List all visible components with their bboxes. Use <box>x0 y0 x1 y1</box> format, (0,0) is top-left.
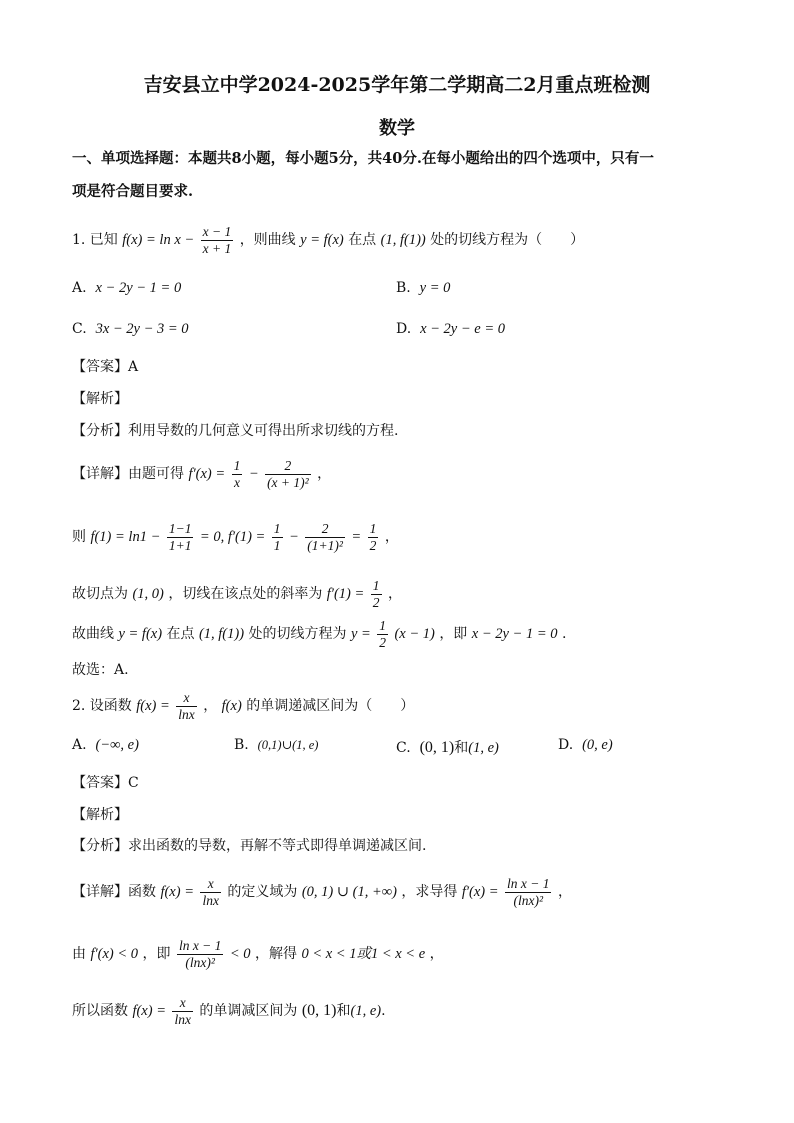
q1-curve-eq-den: 2 <box>379 634 387 650</box>
q2-ineq-lt: < 0 <box>229 946 251 962</box>
q2-option-c-and: 和 <box>454 740 469 756</box>
q2-detail-fp-num: ln x − 1 <box>507 875 550 891</box>
q1-tangent-prefix: 故切点为 <box>72 586 128 602</box>
q1-tangent-slope: f′(1) = <box>326 586 365 602</box>
q2-func: f(x) = <box>136 698 170 714</box>
q1-then-frac3-num: 2 <box>305 521 345 538</box>
q2-option-b[interactable]: B. (0,1)∪(1, e) <box>234 737 319 753</box>
q1-fenxi: 【分析】利用导数的几何意义可得出所求切线的方程. <box>72 423 399 439</box>
q2-final-num: x <box>172 995 193 1012</box>
q1-tangent-frac-num: 1 <box>372 577 380 593</box>
q1-curve-eq-tail: (x − 1) <box>394 626 435 642</box>
q2-ineq-sol: 0 < x < 1或1 < x < e <box>301 946 426 962</box>
q1-curve-mid: 在点 <box>166 626 195 642</box>
q1-tangent-frac-den: 2 <box>372 594 380 610</box>
page-title: 吉安县立中学2024-2025学年第二学期高二2月重点班检测 <box>143 74 651 96</box>
q2-answer: 【答案】C <box>72 775 139 791</box>
q2-ineq-mid2: ，解得 <box>255 946 297 962</box>
q2-final-f: f(x) = <box>132 1003 166 1019</box>
q1-then-frac4-den: 2 <box>369 537 377 553</box>
q2-option-c-part1: (0, 1) <box>419 739 455 756</box>
q1-mid1: ，则曲线 <box>239 232 296 248</box>
q2-prefix: 2. 设函数 <box>72 698 132 714</box>
q2-detail-domain: (0, 1) ∪ (1, +∞) <box>301 884 397 900</box>
q1-answer: 【答案】A <box>72 359 139 375</box>
q1-stem <box>72 222 734 258</box>
section-heading-line2: 项是符合题目要求. <box>72 183 194 200</box>
q1-then-frac4 <box>368 521 379 554</box>
q1-then-frac4-num: 1 <box>369 520 377 536</box>
q1-then-end: ， <box>384 529 399 545</box>
q1-frac-num: x − 1 <box>202 223 232 239</box>
q1-detail-frac2 <box>265 458 311 491</box>
q1-curve-final: x − 2y − 1 = 0 <box>471 626 558 642</box>
q1-curve-eq-frac <box>377 618 388 651</box>
q2-analysis-tag: 【解析】 <box>72 807 128 823</box>
q1-then-frac1-den: 1+1 <box>168 537 192 553</box>
q1-curve-y: y = f(x) <box>118 626 163 642</box>
q2-final <box>72 992 734 1030</box>
q1-detail-frac1-den: x <box>233 474 240 490</box>
q2-ineq-num: ln x − 1 <box>178 937 222 953</box>
q1-suffix: 处的切线方程为（ ） <box>430 232 585 248</box>
q1-then-mid: = 0, f′(1) = <box>199 529 266 545</box>
q1-then-frac2 <box>272 521 283 554</box>
q1-detail-frac2-num: 2 <box>265 458 311 475</box>
q2-detail-mid2: ，求导得 <box>401 884 458 900</box>
q2-ineq-end: ， <box>429 946 444 962</box>
q1-point: (1, f(1)) <box>380 232 426 248</box>
q2-option-a-text: (−∞, e) <box>95 737 139 753</box>
q2-mid: ， <box>203 698 218 714</box>
q1-then-minus: − <box>289 529 299 545</box>
q1-detail-frac2-den: (x + 1)² <box>267 474 309 490</box>
q2-ineq-frac <box>177 938 223 971</box>
q1-tangent <box>72 576 734 612</box>
q2-ineq-mid: ，即 <box>142 946 171 962</box>
q2-fx: f(x) <box>221 698 242 714</box>
q1-then-frac1 <box>167 521 194 554</box>
subject-title: 数学 <box>379 118 415 139</box>
q1-fraction <box>201 224 234 257</box>
q1-detail-fp: f′(x) = <box>188 466 226 482</box>
q2-final-and: 和 <box>336 1003 351 1019</box>
q2-detail-fp-den: (lnx)² <box>513 892 543 908</box>
q1-prefix: 1. 已知 <box>72 232 118 248</box>
q2-ineq1: f′(x) < 0 <box>90 946 139 962</box>
q2-final-i1: (0, 1) <box>301 1002 337 1019</box>
q1-then-frac2-den: 1 <box>273 537 281 553</box>
q1-detail-prefix: 【详解】由题可得 <box>72 466 184 482</box>
q2-detail-end: ， <box>557 884 572 900</box>
q1-curve-point: (1, f(1)) <box>198 626 245 642</box>
q2-option-d[interactable]: D. (0, e) <box>558 737 613 753</box>
q2-detail-frac <box>200 876 221 909</box>
q1-option-a-text: x − 2y − 1 = 0 <box>95 280 182 296</box>
q1-tangent-frac <box>371 578 382 611</box>
q1-curve: y = f(x) <box>300 232 344 248</box>
q2-detail-mid: 的定义域为 <box>227 884 298 900</box>
q1-then-frac3 <box>305 521 345 554</box>
q1-tangent-end: ， <box>387 586 402 602</box>
q2-frac-num: x <box>176 690 197 707</box>
q1-mid2: 在点 <box>348 232 377 248</box>
q2-final-end: . <box>381 1003 386 1019</box>
q2-ineq <box>72 935 734 973</box>
q1-func: f(x) = ln x − <box>122 232 195 248</box>
q1-curve-eq-y: y = <box>350 626 371 642</box>
q1-choose: 故选：A. <box>72 662 129 678</box>
q1-option-c[interactable]: C. 3x − 2y − 3 = 0 <box>72 321 189 337</box>
q1-frac-den: x + 1 <box>202 240 232 256</box>
q2-final-prefix: 所以函数 <box>72 1003 128 1019</box>
q2-option-c[interactable]: C. (0, 1)和(1, e) <box>396 739 499 756</box>
q1-curve-mid3: ，即 <box>439 626 468 642</box>
q1-option-b[interactable]: B. y = 0 <box>396 280 451 296</box>
q2-fenxi: 【分析】求出函数的导数，再解不等式即得单调递减区间. <box>72 838 427 854</box>
q2-detail-fp-frac <box>505 876 551 909</box>
q2-option-b-text: (0,1)∪(1, e) <box>257 738 319 752</box>
q1-curve-prefix: 故曲线 <box>72 626 114 642</box>
section-heading-line1: 一、单项选择题：本题共8小题，每小题5分，共40分.在每小题给出的四个选项中，只有一 <box>72 150 654 167</box>
q1-tangent-point: (1, 0) <box>132 586 164 602</box>
q2-stem <box>72 688 734 724</box>
q1-then-eq: = <box>351 529 362 545</box>
q1-curve-end: . <box>561 626 567 642</box>
q2-final-i2: (1, e) <box>350 1003 382 1019</box>
q1-then-frac3-den: (1+1)² <box>307 537 343 553</box>
q1-detail-minus: − <box>248 466 259 482</box>
q1-detail-end: ， <box>317 466 332 482</box>
q1-then-frac1-num: 1−1 <box>168 520 192 536</box>
q1-detail <box>72 455 734 493</box>
q2-frac-den: lnx <box>178 706 195 722</box>
q1-then-prefix: 则 <box>72 529 86 545</box>
q2-detail-f: f(x) = <box>160 884 194 900</box>
q1-option-b-text: y = 0 <box>419 280 451 296</box>
q1-curve-eq <box>72 616 734 652</box>
q2-fraction <box>176 690 197 723</box>
q2-option-c-part2: (1, e) <box>468 740 499 756</box>
q2-detail-prefix: 【详解】函数 <box>72 884 156 900</box>
q2-suffix: 的单调递减区间为（ ） <box>246 698 415 714</box>
q2-ineq-den: (lnx)² <box>185 954 215 970</box>
q2-final-mid: 的单调减区间为 <box>199 1003 298 1019</box>
q2-ineq-prefix: 由 <box>72 946 86 962</box>
q1-tangent-mid: ，切线在该点处的斜率为 <box>168 586 323 602</box>
q1-curve-eq-num: 1 <box>379 617 387 633</box>
q2-detail <box>72 873 734 911</box>
q1-then <box>72 518 734 556</box>
q1-option-a[interactable]: A. x − 2y − 1 = 0 <box>72 280 182 296</box>
q2-detail-frac-den: lnx <box>202 892 219 908</box>
q1-then-frac2-num: 1 <box>273 520 281 536</box>
q2-final-den: lnx <box>174 1011 191 1027</box>
q1-analysis-tag: 【解析】 <box>72 391 128 407</box>
q2-final-frac <box>172 995 193 1028</box>
q2-option-d-text: (0, e) <box>582 737 613 753</box>
q1-option-d[interactable]: D. x − 2y − e = 0 <box>396 321 505 337</box>
q1-detail-frac1 <box>232 458 243 491</box>
q2-detail-frac-num: x <box>200 876 221 893</box>
q1-detail-frac1-num: 1 <box>233 457 241 473</box>
q2-detail-fp: f′(x) = <box>461 884 499 900</box>
q2-option-a[interactable]: A. (−∞, e) <box>72 737 139 753</box>
q1-curve-mid2: 处的切线方程为 <box>248 626 347 642</box>
q1-then-f1: f(1) = ln1 − <box>90 529 161 545</box>
q1-option-d-text: x − 2y − e = 0 <box>420 321 505 337</box>
q1-option-c-text: 3x − 2y − 3 = 0 <box>95 321 189 337</box>
